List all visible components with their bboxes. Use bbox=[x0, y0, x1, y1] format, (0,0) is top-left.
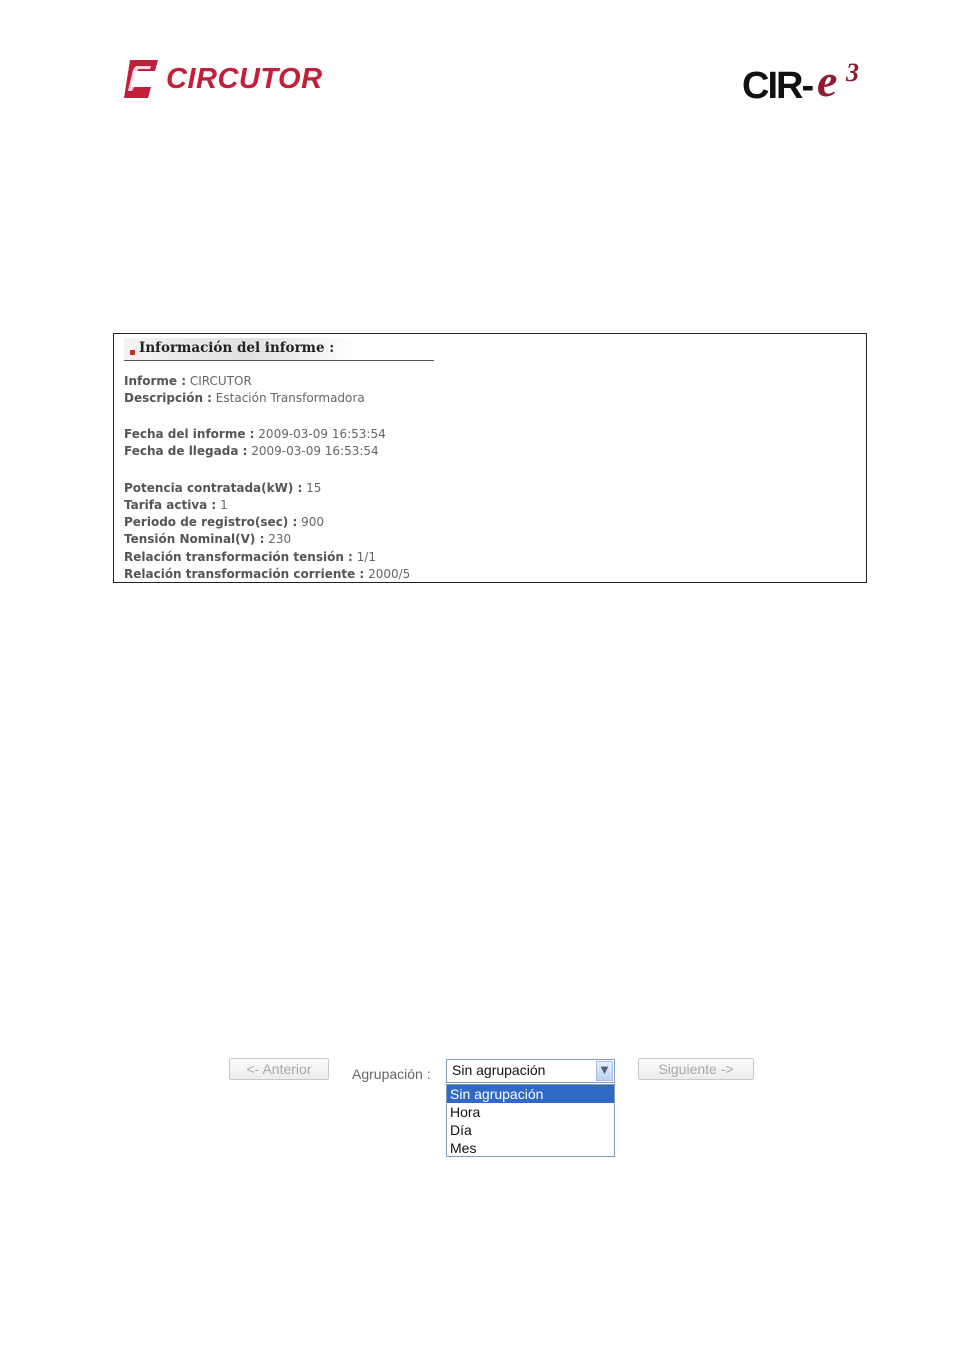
brand-name: CIRCUTOR bbox=[166, 63, 323, 95]
field-label: Informe : bbox=[124, 374, 187, 388]
field-label: Relación transformación tensión : bbox=[124, 550, 353, 564]
bullet-icon bbox=[130, 350, 135, 355]
field-informe bbox=[124, 374, 252, 389]
field-label: Potencia contratada(kW) : bbox=[124, 481, 303, 495]
field-value: 15 bbox=[306, 481, 322, 495]
circutor-c-icon bbox=[120, 58, 162, 100]
option-hora[interactable]: Hora bbox=[450, 1104, 481, 1120]
grouping-selected-value: Sin agrupación bbox=[452, 1062, 546, 1078]
field-descripcion bbox=[124, 391, 365, 406]
field-label: Fecha de llegada : bbox=[124, 444, 248, 458]
product-exponent: 3 bbox=[846, 58, 859, 87]
field-label: Fecha del informe : bbox=[124, 427, 255, 441]
field-label: Relación transformación corriente : bbox=[124, 567, 365, 581]
field-relacion-corriente bbox=[124, 567, 410, 582]
field-value: Estación Transformadora bbox=[215, 391, 365, 405]
field-value: CIRCUTOR bbox=[189, 374, 252, 388]
field-periodo bbox=[124, 515, 324, 530]
field-relacion-tension bbox=[124, 550, 376, 565]
cir-e3-logo bbox=[742, 55, 872, 108]
report-info-header bbox=[124, 338, 434, 361]
field-value: 230 bbox=[268, 532, 292, 546]
field-value: 2009-03-09 16:53:54 bbox=[258, 427, 386, 441]
field-value: 2009-03-09 16:53:54 bbox=[251, 444, 379, 458]
circutor-logo bbox=[120, 58, 345, 100]
field-fecha-llegada bbox=[124, 444, 379, 459]
option-dia[interactable]: Día bbox=[450, 1122, 472, 1138]
field-value: 2000/5 bbox=[368, 567, 411, 581]
chevron-down-icon[interactable]: ▼ bbox=[596, 1061, 613, 1081]
product-prefix: CIR- bbox=[742, 65, 813, 107]
grouping-dropdown-list bbox=[446, 1084, 615, 1157]
field-label: Tensión Nominal(V) : bbox=[124, 532, 265, 546]
option-sin-agrupacion[interactable]: Sin agrupación bbox=[447, 1085, 614, 1103]
option-mes[interactable]: Mes bbox=[450, 1140, 477, 1156]
field-tension-nominal bbox=[124, 532, 291, 547]
field-label: Periodo de registro(sec) : bbox=[124, 515, 298, 529]
grouping-label: Agrupación : bbox=[352, 1066, 431, 1082]
field-label: Descripción : bbox=[124, 391, 212, 405]
field-value: 1 bbox=[220, 498, 228, 512]
grouping-select[interactable] bbox=[446, 1059, 615, 1083]
next-button[interactable]: Siguiente -> bbox=[638, 1058, 754, 1080]
product-letter: e bbox=[817, 55, 838, 106]
report-info-title: Información del informe : bbox=[139, 340, 335, 356]
field-fecha-informe bbox=[124, 427, 386, 442]
field-value: 1/1 bbox=[356, 550, 376, 564]
report-info-panel bbox=[113, 333, 867, 583]
prev-button[interactable]: <- Anterior bbox=[229, 1058, 329, 1080]
field-potencia bbox=[124, 481, 321, 496]
field-label: Tarifa activa : bbox=[124, 498, 217, 512]
field-tarifa bbox=[124, 498, 228, 513]
field-value: 900 bbox=[301, 515, 325, 529]
